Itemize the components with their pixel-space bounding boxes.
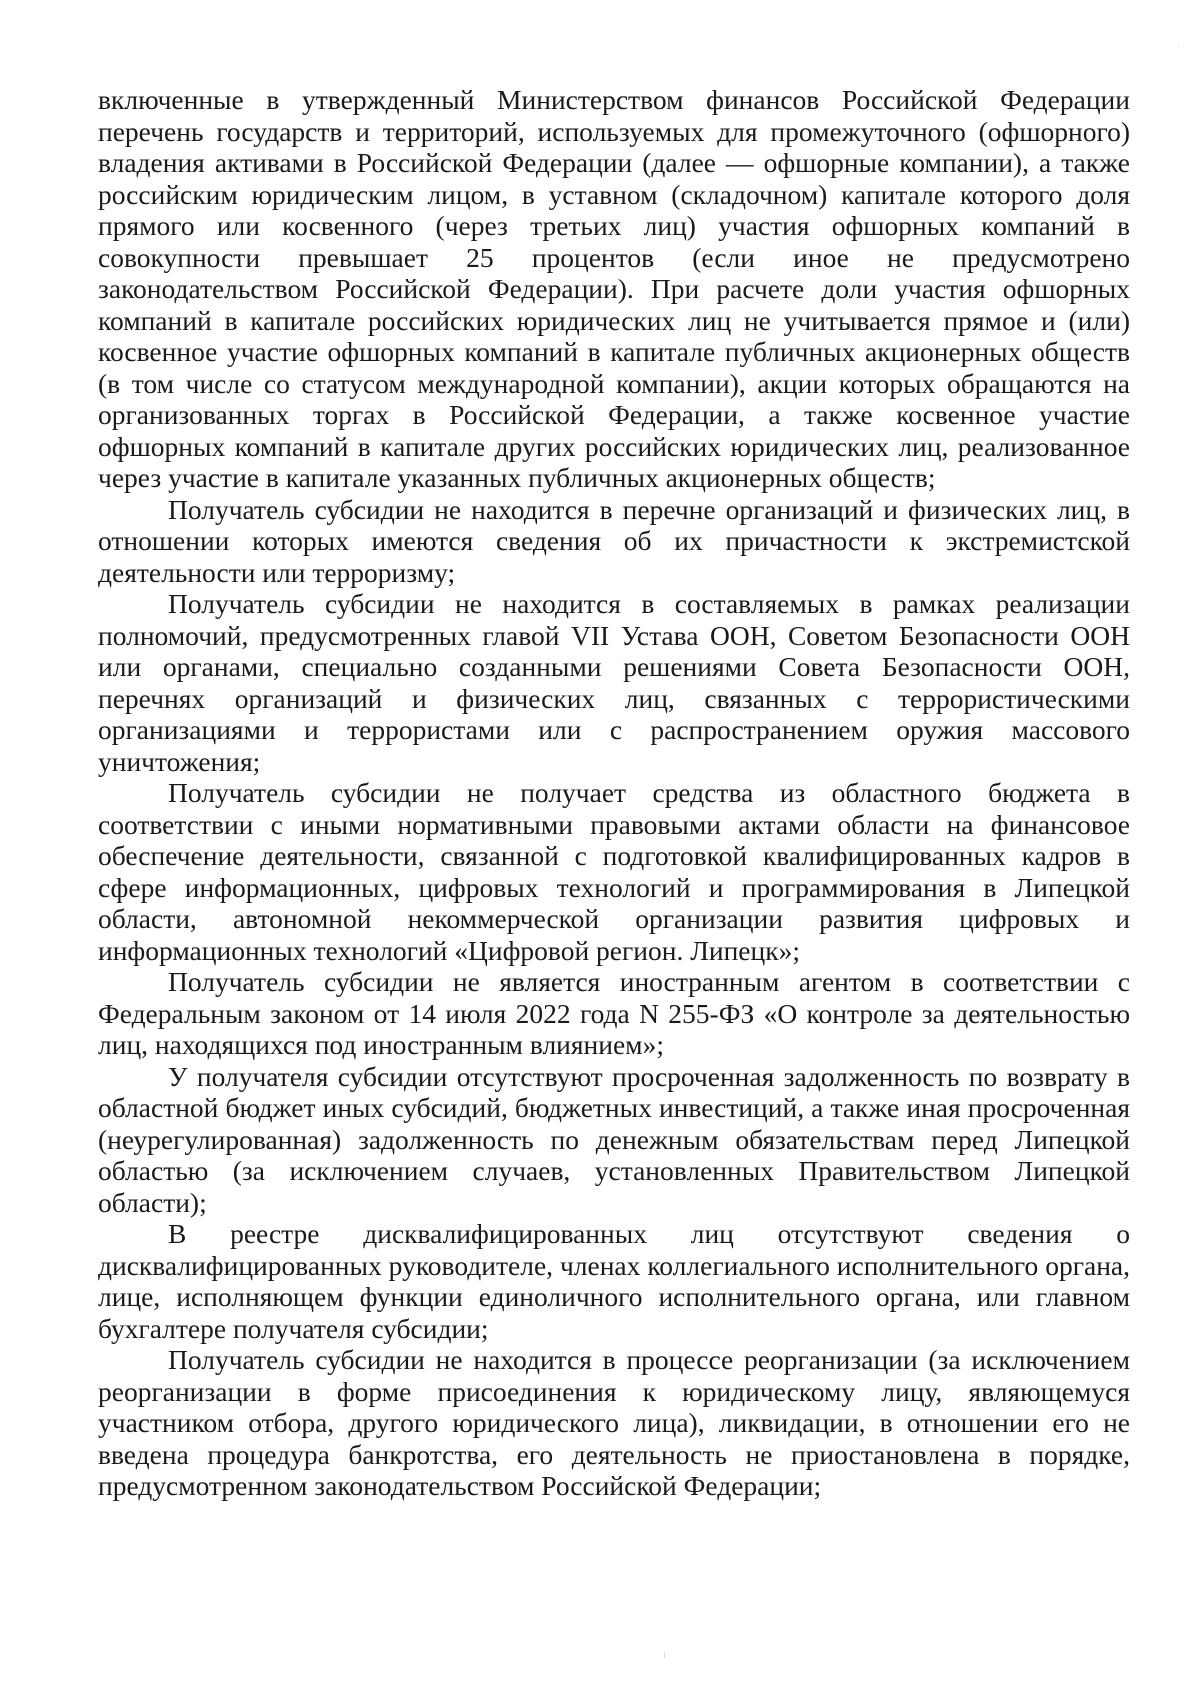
paragraph-overdue-debt: У получателя субсидии отсутствуют просроченная задолженность по возврату в областной бюджет иных субсидий, бюджетных инвестиций, а также иная просроченная (неурегулированная) задолженность по денежным обязательствам перед Липецкой областью (за исключением случаев, установленных Правительством Липецкой области); — [98, 1060, 1130, 1218]
paragraph-disqualified-persons: В реестре дисквалифицированных лиц отсутствуют сведения о дисквалифицированных руководителе, членах коллегиального исполнительного органа, лице, исполняющем функции единоличного исполнительного органа, или главном бухгалтере получателя субсидии; — [98, 1218, 1130, 1344]
paragraph-un-security-council-lists: Получатель субсидии не находится в составляемых в рамках реализации полномочий, предусмотренных главой VII Устава ООН, Советом Безопасности ООН или органами, специально созданными решениями Совета Безопасности ООН, перечнях организаций и физических лиц, связанных с террористическими организациями и террористами или с распространением оружия массового уничтожения; — [98, 588, 1130, 777]
page-edge-mark — [664, 1652, 665, 1658]
paragraph-offshore-companies: включенные в утвержденный Министерством финансов Российской Федерации перечень государств и территорий, используемых для промежуточного (офшорного) владения активами в Российской Федерации (далее — офшорные компании), а также российским юридическим лицом, в уставном (складочном) капитале которого доля прямого или косвенного (через третьих лиц) участия офшорных компаний в совокупности превышает 25 процентов (если иное не предусмотрено законодательством Российской Федерации). При расчете доли участия офшорных компаний в капитале российских юридических лиц не учитывается прямое и (или) косвенное участие офшорных компаний в капитале публичных акционерных обществ (в том числе со статусом международной компании), акции которых обращаются на организованных торгах в Российской Федерации, а также косвенное участие офшорных компаний в капитале других российских юридических лиц, реализованное через участие в капитале указанных публичных акционерных обществ; — [98, 84, 1130, 493]
paragraph-extremism-list: Получатель субсидии не находится в перечне организаций и физических лиц, в отношении которых имеются сведения об их причастности к экстремистской деятельности или терроризму; — [98, 493, 1130, 588]
scan-artifact — [1178, 44, 1179, 47]
paragraph-regional-budget-funds: Получатель субсидии не получает средства из областного бюджета в соответствии с иными нормативными правовыми актами области на финансовое обеспечение деятельности, связанной с подготовкой квалифицированных кадров в сфере информационных, цифровых технологий и программирования в Липецкой области, автономной некоммерческой организации развития цифровых и информационных технологий «Цифровой регион. Липецк»; — [98, 777, 1130, 966]
paragraph-reorganization-liquidation: Получатель субсидии не находится в процессе реорганизации (за исключением реорганизации в форме присоединения к юридическому лицу, являющемуся участником отбора, другого юридического лица), ликвидации, в отношении его не введена процедура банкротства, его деятельность не приостановлена в порядке, предусмотренном законодательством Российской Федерации; — [98, 1344, 1130, 1501]
paragraph-foreign-agent: Получатель субсидии не является иностранным агентом в соответствии с Федеральным законом от 14 июля 2022 года N 255-ФЗ «О контроле за деятельностью лиц, находящихся под иностранным влиянием»; — [98, 966, 1130, 1060]
document-body — [98, 84, 1130, 1502]
